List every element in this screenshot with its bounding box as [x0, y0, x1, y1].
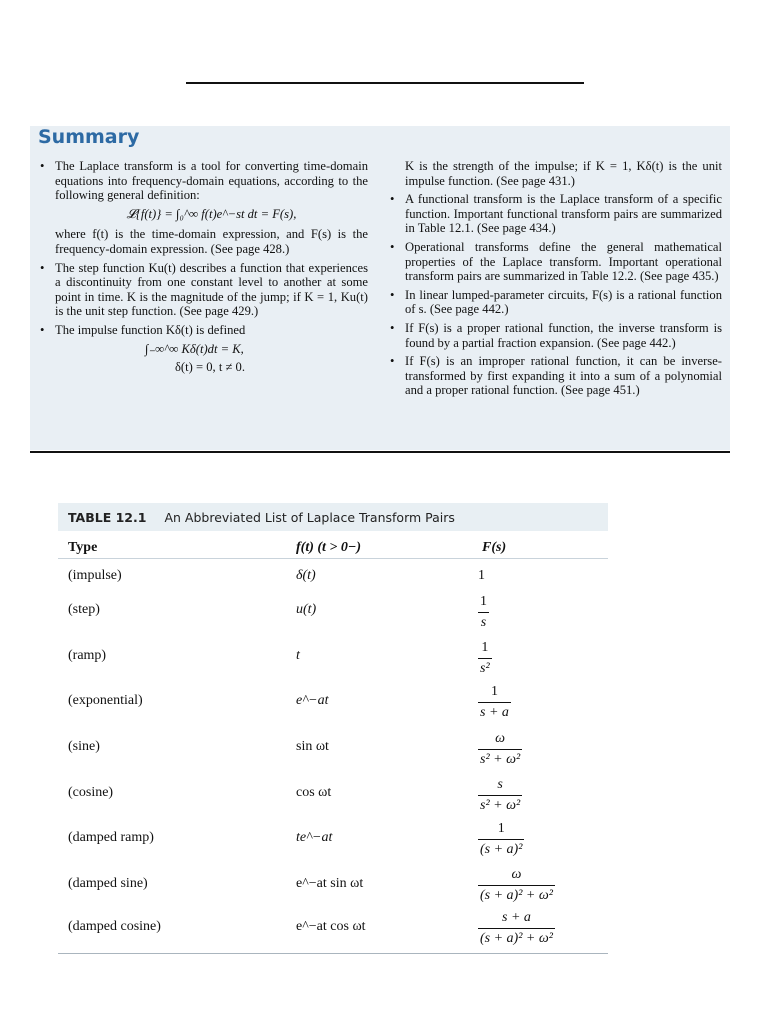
header-ft: f(t) (t > 0−)	[296, 540, 362, 555]
table-caption-bar	[58, 503, 608, 531]
impulse-zero-equation: δ(t) = 0, t ≠ 0.	[175, 360, 245, 375]
table-number: TABLE 12.1	[68, 510, 147, 525]
table-row: (impulse) δ(t) 1	[68, 568, 485, 583]
table-bottom-rule	[58, 953, 608, 954]
summary-bottom-rule	[30, 451, 730, 453]
table-row: (ramp) t $\frac{1}{\text{s²}}$	[68, 640, 490, 676]
summary-bullet-step: • The step function Ku(t) describes a function that experiences a discontinuity from one constant level to another at some point in time. K is the magnitude of the jump; if K = 1, Ku(t) is the unit step function. (See page 429.)	[38, 261, 368, 319]
header-divider	[58, 558, 608, 559]
summary-impulse-continuation: K is the strength of the impulse; if K = 1, Kδ(t) is the unit impulse function. (See page 431.)	[405, 159, 722, 188]
laplace-definition-equation: 𝓛{f(t)} = ∫₀^∞ f(t)e^−st dt = F(s),	[126, 206, 297, 221]
header-type: Type	[68, 540, 98, 555]
table-row: (damped sine) e^−at sin ωt $\frac{\omega}{\text{(s + a)² + ω²}}$	[68, 867, 553, 903]
header-fs: F(s)	[482, 540, 507, 555]
table-row: (cosine) cos ωt $\frac{s}{\text{s² + ω²}}$	[68, 777, 521, 813]
summary-title: Summary	[38, 126, 140, 148]
summary-bullet-laplace: • The Laplace transform is a tool for converting time-domain equations into frequency-domain equations, according to the following general definition: 𝓛{f(t)} = ∫₀^∞ f(t)e^−st dt = F(s),	[38, 159, 368, 221]
table-row: (damped ramp) te^−at $\frac{1}{\text{(s + a)²}}$	[68, 821, 523, 857]
summary-laplace-continuation: where f(t) is the time-domain expression, and F(s) is the frequency-domain expression. (See page 428.)	[55, 227, 368, 256]
summary-bullet-functional: • A functional transform is the Laplace transform of a specific function. Important functional transform pairs are summarized in Table 12.1. (See page 434.)	[388, 192, 722, 236]
summary-bullet-operational: • Operational transforms define the general mathematical properties of the Laplace transform. Important operational transform pairs are summarized in Table 12.2. (See page 435.)	[388, 240, 722, 284]
summary-bullet-impulse: • The impulse function Kδ(t) is defined ∫₋∞^∞ Kδ(t)dt = K, δ(t) = 0, t ≠ 0.	[38, 323, 368, 375]
top-rule	[186, 82, 584, 84]
impulse-integral-equation: ∫₋∞^∞ Kδ(t)dt = K,	[145, 341, 244, 356]
summary-left-column	[38, 159, 368, 379]
summary-box	[30, 126, 730, 450]
summary-bullet-rational: • In linear lumped-parameter circuits, F(s) is a rational function of s. (See page 442.)	[388, 288, 722, 317]
table-row: (damped cosine) e^−at cos ωt $\frac{s + a}{\text{(s + a)² + ω²}}$	[68, 910, 553, 946]
table-row: (exponential) e^−at $\frac{1}{s + a}$	[68, 684, 509, 720]
table-title: An Abbreviated List of Laplace Transform Pairs	[164, 510, 455, 525]
summary-bullet-proper: • If F(s) is a proper rational function, the inverse transform is found by a partial fraction expansion. (See page 442.)	[388, 321, 722, 350]
table-caption	[68, 510, 455, 525]
table-row: (sine) sin ωt $\frac{\omega}{\text{s² + ω²}}$	[68, 731, 521, 767]
summary-bullet-improper: • If F(s) is an improper rational function, it can be inverse-transformed by first expanding it into a sum of a polynomial and a proper rational function. (See page 451.)	[388, 354, 722, 398]
summary-right-column	[388, 159, 722, 402]
table-row: (step) u(t) $\frac{1}{s}$	[68, 594, 487, 630]
